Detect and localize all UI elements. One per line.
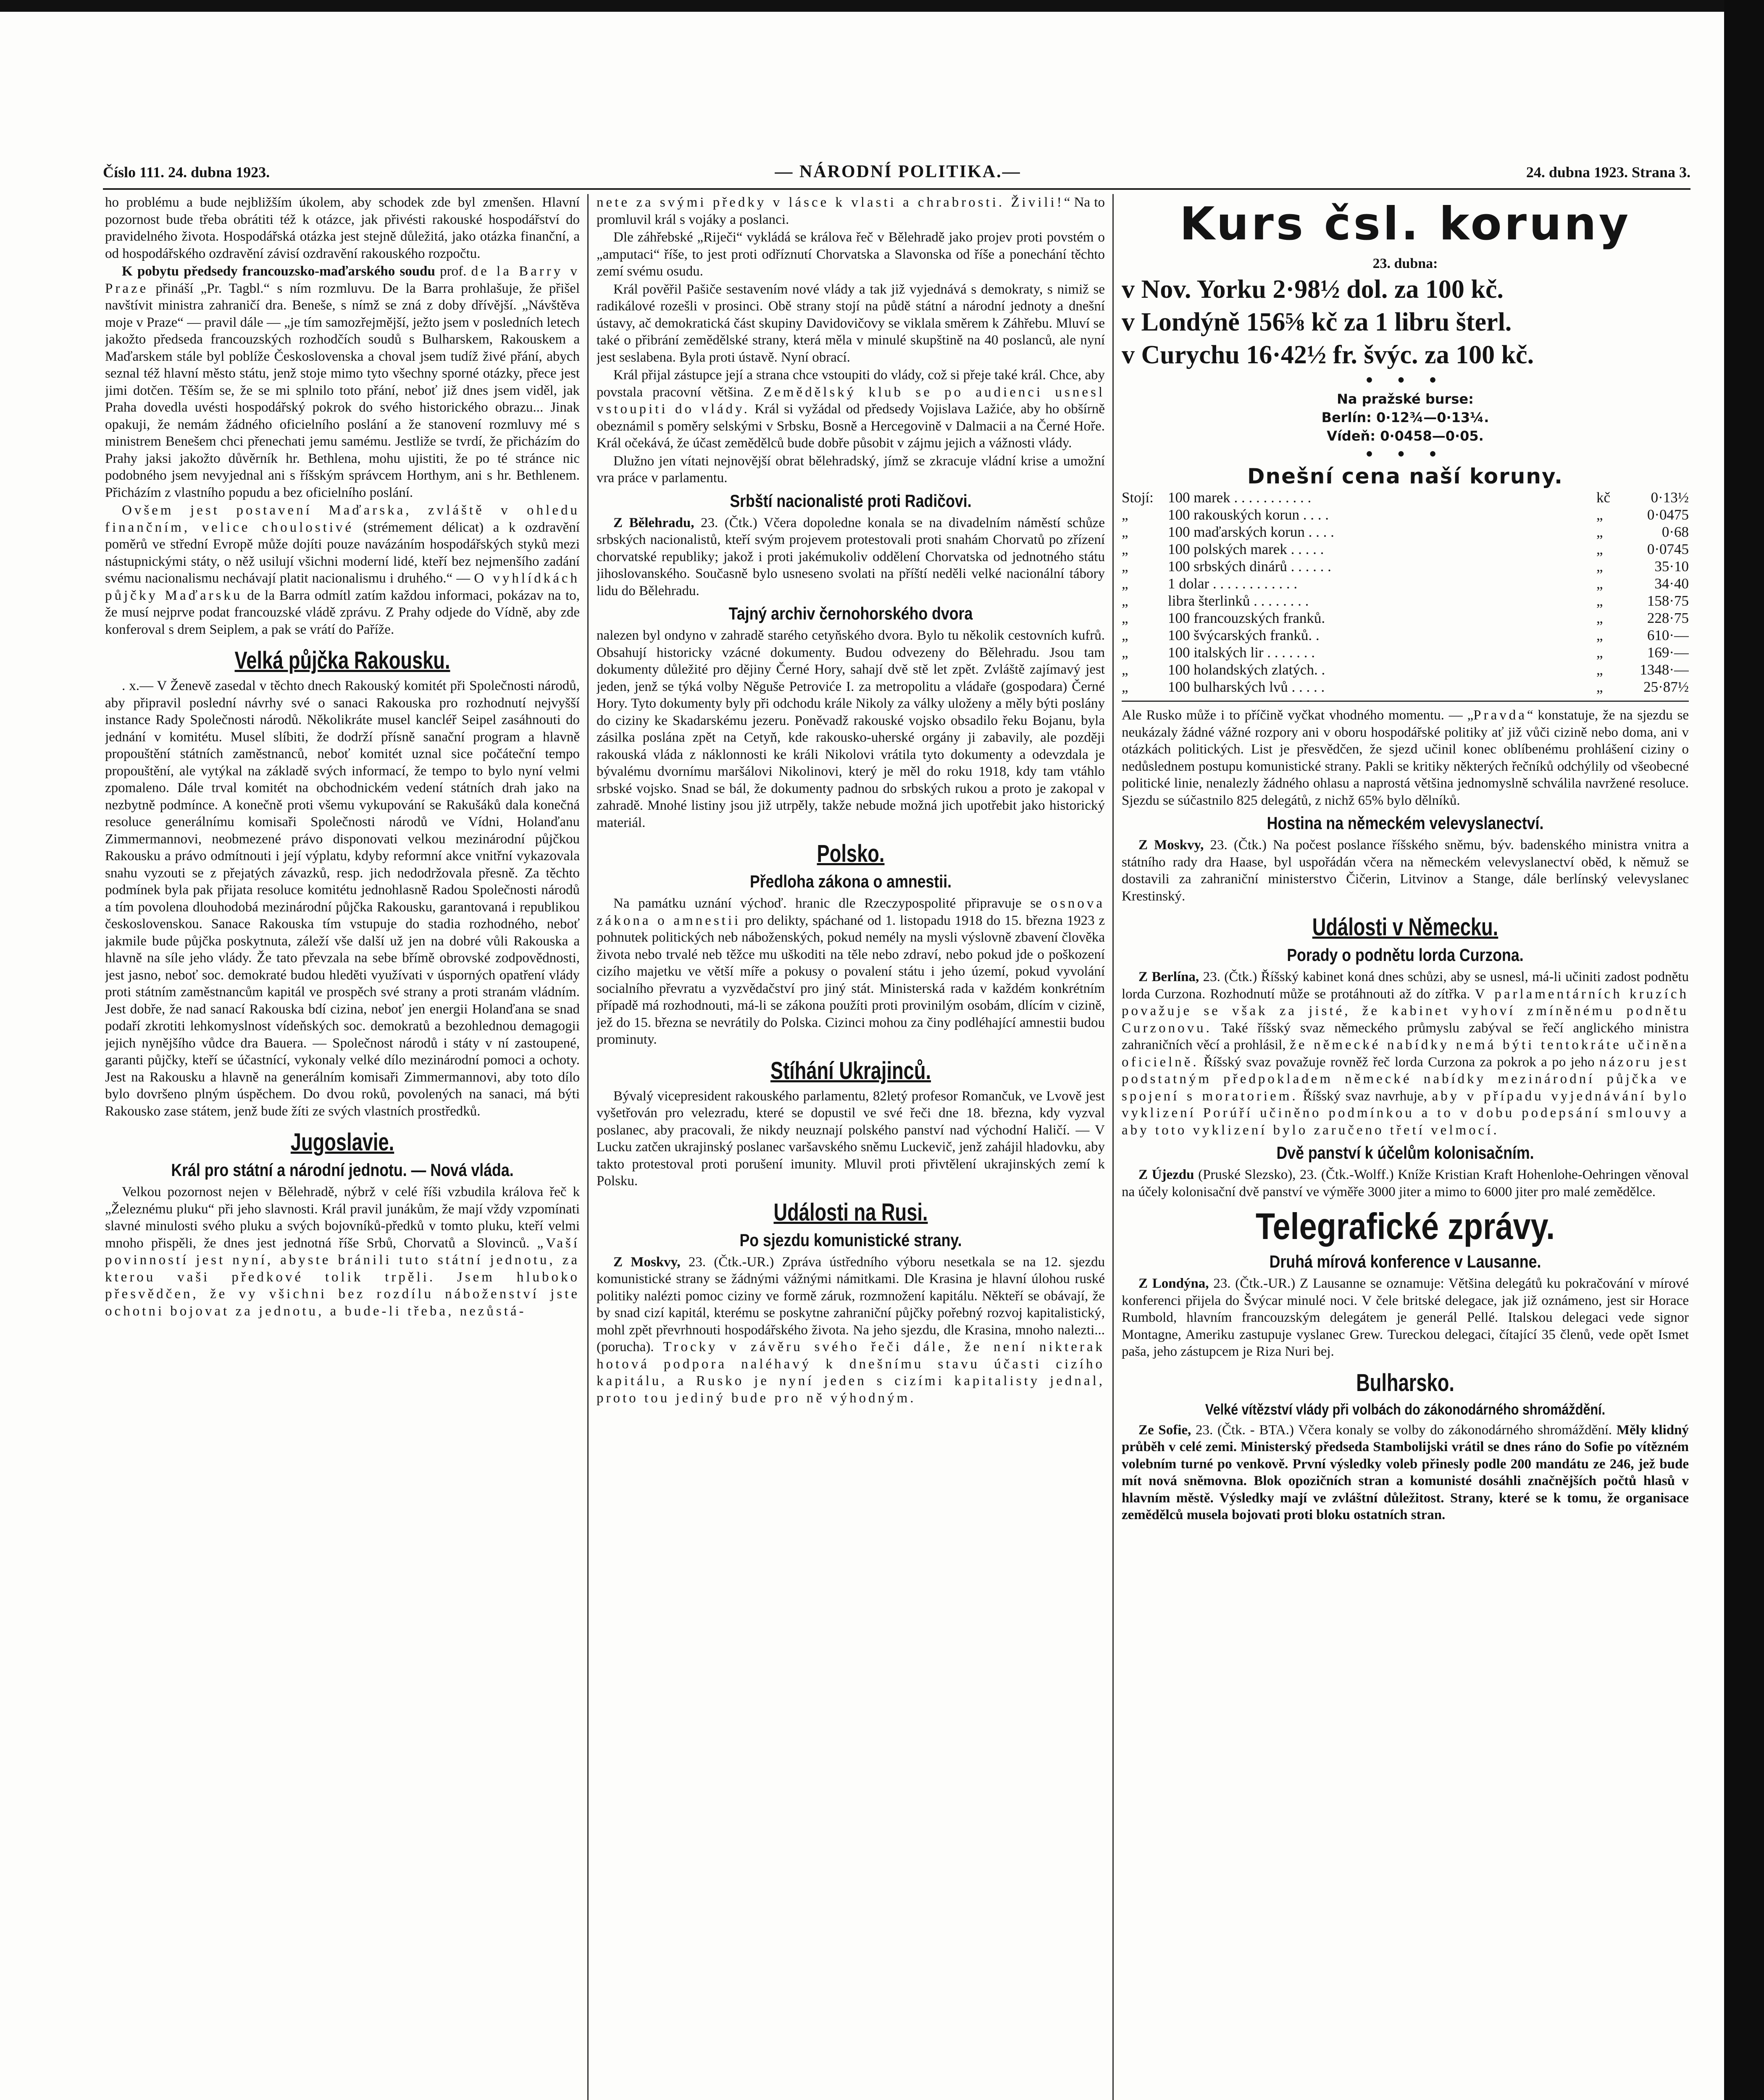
text-run: “ Na to promluvil král s vojáky a poslanci.: [597, 195, 1105, 227]
rate-val: 0·0745: [1647, 541, 1689, 557]
rate-item: 100 bulharských lvů . . . . .: [1168, 679, 1325, 695]
header-issue: Číslo 111. 24. dubna 1923.: [103, 164, 270, 181]
rate-unit: „: [1596, 610, 1603, 626]
paragraph: [1122, 969, 1689, 1139]
rate-val: 1348·—: [1640, 662, 1689, 678]
burse-title: Na pražské burse:: [1337, 391, 1474, 407]
headline-polsko: Polsko.: [817, 840, 885, 867]
text-run: 23. (Čtk. - BTA.) Včera konaly se volby do zákonodárného shromáždění.: [1191, 1422, 1617, 1438]
rate-val: 35·10: [1654, 558, 1689, 575]
rate-row: [1122, 541, 1689, 558]
text-run: Říšský svaz považuje rovněž řeč lorda Curzona za pokrok a po jeho: [1199, 1054, 1599, 1070]
dateline: Z Újezdu: [1138, 1167, 1194, 1182]
subheadline: Velké vítězství vlády při volbách do zákonodárného shromáždění.: [1205, 1400, 1606, 1418]
subheadline: Porady o podnětu lorda Curzona.: [1287, 945, 1524, 965]
rate-unit: „: [1596, 593, 1603, 609]
masthead-title: — NÁRODNÍ POLITIKA.—: [775, 162, 1021, 181]
bold-text: Měly klidný průběh v celé zemi. Ministerský předseda Stambolijski vrátil se dnes ráno do Sofie po vítězném volebním turné po venkově. První výsledky voleb přinesly podle 200 mandátu ze 246, jež bude mít nová sněmovna. Blok opozičních stran a komunisté dosáhli značnějších počtů hlasů v hlavním městě. Výsledky mají ve zvláštní důležitost. Strany, které se k tomu, že organisace zemědělců musela bojovati proti bloku ostatních stran.: [1122, 1422, 1689, 1522]
paragraph: [597, 514, 1105, 600]
rate-row: [1122, 506, 1689, 523]
spaced-text: de la Barry: [471, 264, 563, 279]
rate-item: libra šterlinků . . . . . . . .: [1168, 593, 1309, 609]
headline-pujcka: Velká půjčka Rakousku.: [234, 647, 450, 674]
text-run: Ale Rusko může i to příčině vyčkat vhodného momentu. — „: [1122, 708, 1474, 723]
rate-val: 0·13½: [1651, 489, 1689, 506]
rate-val: 25·87½: [1643, 679, 1689, 695]
spaced-text: O vyhlídkách půjčky Maďarsku: [105, 571, 580, 603]
subheadline: Po sjezdu komunistické strany.: [739, 1230, 962, 1250]
headline-telegraf: Telegrafické zprávy.: [1255, 1205, 1555, 1247]
text-run: 23. (Čtk.) Říšský kabinet koná dnes schůzi, aby se usnesl, má-li učiniti zadost podnětu lorda Curzona. Rozhodnutí může se protáhnouti až do zítřka.: [1122, 969, 1689, 1002]
column-rule-1: [587, 194, 589, 2100]
text-run: Říšský svaz navrhuje,: [1298, 1088, 1432, 1104]
rate-unit: „: [1596, 679, 1603, 695]
rate-unit: „: [1596, 644, 1603, 661]
paragraph: [105, 1184, 580, 1320]
text-run: (strémement délicat) a k ozdravění poměrů ve střední Evropě může dojíti pouze navázáním hospodářských styků mezi nástupnickými státy, o něž usilují všichni moderní lidé, kteří bez nejmenšího zadání svému nacionalismu nechávají platit nacionalismu i druhého.“ —: [105, 520, 580, 586]
currency-date: 23. dubna:: [1372, 256, 1438, 271]
header-rule: [103, 188, 1690, 190]
text-run: Také říšský svaz německého průmyslu zabýval se řečí anglického ministra zahraničních věcí a prohlásil,: [1122, 1020, 1689, 1053]
spaced-text: názoru jest podstatným předpokladem německé nabídky mezinárodní půjčka ve spojení s moratoriem.: [1122, 1054, 1689, 1104]
rate-unit: „: [1596, 627, 1603, 643]
rate-new-york: v Nov. Yorku 2·98½ dol. za 100 kč.: [1122, 275, 1504, 304]
rate-val: 228·75: [1647, 610, 1689, 626]
currency-box-title: Kurs čsl. koruny: [1179, 198, 1631, 250]
rate-item: 100 polských marek . . . . .: [1168, 541, 1324, 557]
paragraph: [105, 263, 580, 501]
column-1: [105, 194, 580, 2100]
spaced-text: že německé nabídky nemá býti tentokráte učiněna oficielně.: [1122, 1037, 1689, 1070]
paragraph: [1122, 1166, 1689, 1200]
rate-row: [1122, 489, 1689, 506]
rate-row: [1122, 678, 1689, 696]
text-run: 23. (Čtk.-UR.) Z Lausanne se oznamuje: Většina delegátů ku pokračování v mírové konferenci přijela do Švýcar minulé noci. V čele britské delegace, jak již oznámeno, jest sir Horace Rumbold, hlavním francouzským delegátem je generál Pellé. Italskou delegaci vede signor Montagne, Ameriku zastupuje vyslanec Grew. Tureckou delegaci, čítající 35 členů, vede opět Ismet paša, jeho zástupcem je Riza Nuri bej.: [1122, 1276, 1689, 1359]
dateline: Z Moskvy,: [613, 1254, 681, 1270]
spaced-text: Trocky v závěru svého řeči dále, že není nikterak hotová podpora naléhavý k dnešnímu stavu účasti cizího kapitálu, a Rusko je nyní jeden s cizími kapitalisty jednal, proto tou jediný bude pro ně výhodným.: [597, 1339, 1105, 1406]
burse-vienna: Vídeň: 0·0458—0·05.: [1327, 428, 1484, 444]
paragraph: nalezen byl ondyno v zahradě starého cetyňského dvora. Bylo tu několik cestovních kufrů. Obsahují historicky vzácné dokumenty. Budou odvezeny do Bělehradu. Jsou tam dokumenty důležité pro dějiny Černé Hory, sahají dvě stě let zpět. Zvláště zajímavý jest jeden, jenž se týká volby Něguše Petroviće I. za metropolitu a vládaře (gospodara) Černé Hory. Tyto dokumenty byly při odchodu krále Nikoly za války uloženy a měly býti poslány do ciziny ke Skadarskému jezeru. Poněvadž rakouské vojsko obsadilo řeku Bojanu, byla zásilka poslána zpět na Cetyň, kde rakousko-uherské orgány ji zabavily, ale později rakouská vláda z náklonnosti ke králi Nikolovi vrátila tyto dokumenty a odevzdala je bývalému dvornímu maršálovi Nikolinovi, který je měl do roku 1918, kdy tam vtáhlo srbské vojsko. Snad se bál, že dokumenty padnou do srbských rukou a proto je zakopal v zahradě. Mnohé listiny jsou již utrpěly, takže nebude možná jich upotřebit jako historický materiál.: [597, 628, 1105, 830]
column-3: [1122, 194, 1689, 2100]
headline-ukrajinci: Stíhání Ukrajinců.: [770, 1057, 931, 1084]
rate-item: 100 švýcarských franků. .: [1168, 627, 1320, 643]
headline-bulharsko: Bulharsko.: [1356, 1369, 1454, 1396]
headline-archiv: Tajný archiv černohorského dvora: [728, 604, 973, 623]
header-page: 24. dubna 1923. Strana 3.: [1526, 164, 1690, 181]
text-run: 23. (Čtk.-UR.) Zpráva ústředního výboru nesetkala se na 12. sjezdu komunistické strany se žádnými vážnými námitkami. Dle Krasina je hlavní úlohou ruské politiky nalézti pomoc ciziny ve formě záruk, rozmnožení kapitálu. Někteří se obávají, že by snad cizí kapitál, kterému se poskytne zahraniční půjčky pořebný rozvoj kapitalistický, mohl zpět převrhnouti hospodářského života. Na jeho sjezdu, dle Krasina, mnoho nalezti... (porucha).: [597, 1254, 1105, 1354]
koruna-price-title: Dnešní cena naší koruny.: [1247, 464, 1563, 488]
rate-item: 100 italských lir . . . . . . .: [1168, 644, 1315, 661]
rate-lab: „: [1122, 679, 1128, 695]
rate-item: 1 dolar . . . . . . . . . . . .: [1168, 575, 1298, 592]
divider: [1122, 701, 1689, 702]
text-run: přináší „Pr. Tagbl.“ s ním rozmluvu. De la Barra prohlašuje, že přišel navštívit ministra zahraničí dra. Beneše, s nímž se zná z doby dřívější. „Návštěva moje v Praze“ — pravil dále — „je tím samozřejmější, ježto jsem v posledních letech jakožto předseda francouzských rozhodčích soudů s Bulharskem, Rakouskem a Maďarskem stále byl poblíže Československa a choval jsem tudíž živé přání, abych seznal též hlavní město státu, jenž stoje mimo tyto všechny sporné otázky, přece jest jimi dotčen. Těším se, že se mi splnilo toto přání, neboť již dnes jsem viděl, jak Praha dovedla uvésti hospodářský pokrok do svého historického obrazu... Jinak opakuji, že nemám žádného oficielního poslání a že stanovení rozmluvy mé s ministrem Benešem chci přenechati jemu samému. Jestliže se tvrdí, že přicházím do Prahy jaksi jakožto důvěrník hr. Bethlena, mohu ujistiti, že po té stránce nic podobného jsem nevyjednal ani s říšským správcem Horthym, ani s hr. Bethlenem. Přicházím z vlastního popudu a bez oficielního poslání.: [105, 281, 580, 500]
scan-border-top: [0, 0, 1764, 12]
rate-row: [1122, 644, 1689, 661]
dateline: Ze Sofie,: [1138, 1422, 1191, 1438]
rate-london: v Londýně 156⅝ kč za 1 libru šterl.: [1122, 308, 1512, 336]
text-run: 23. (Čtk.) Na počest poslance říšského sněmu, býv. badenského ministra vnitra a státního rady dra Haase, byl uspořádán včera na německém velevyslanectví oběd, k němuž se dostavili za zahraniční ministerstvo Čičerin, Litvinov a Stange, dále berlínský velevyslanec Krestinský.: [1122, 837, 1689, 904]
text-run: prof.: [440, 264, 471, 279]
rate-val: 0·0475: [1647, 507, 1689, 523]
paragraph: [597, 367, 1105, 452]
rate-lab: „: [1122, 541, 1128, 557]
rate-lab: „: [1122, 627, 1128, 643]
rate-val: 158·75: [1647, 593, 1689, 609]
spaced-text: Zemědělský klub se po audienci usnesl vstoupiti do vlády.: [597, 384, 1105, 417]
paragraph: Dlužno jen vítati nejnovější obrat bělehradský, jímž se zkracuje vládní krise a umožní vra práce v parlamentu.: [597, 453, 1105, 486]
rate-row: [1122, 558, 1689, 575]
rate-item: 100 marek . . . . . . . . . . .: [1168, 489, 1312, 506]
rate-lab: „: [1122, 524, 1128, 540]
rate-unit: „: [1596, 558, 1603, 575]
rate-val: 34·40: [1654, 575, 1689, 592]
spaced-text: v Praze: [105, 264, 580, 296]
paragraph: Dle záhřebské „Riječi“ vykládá se králova řeč v Bělehradě jako projev proti povstém o „amputaci“ říše, to jest proti odříznutí Chorvatska a Slavonska od říše a ponechání těchto zemí svému osudu.: [597, 230, 1105, 279]
rate-lab: „: [1122, 507, 1128, 523]
spaced-text: osnova zákona o amnestii: [597, 896, 1105, 928]
paragraph: [1122, 1275, 1689, 1360]
rate-row: [1122, 592, 1689, 609]
rate-row: [1122, 661, 1689, 678]
rate-unit: „: [1596, 507, 1603, 523]
rate-item: 100 francouzských franků.: [1168, 610, 1325, 626]
paragraph: [597, 895, 1105, 1048]
paragraph: [597, 1254, 1105, 1407]
separator-dots: • • •: [1364, 446, 1446, 463]
rate-row: [1122, 627, 1689, 644]
subheadline: Předloha zákona o amnestii.: [749, 872, 952, 891]
rate-item: 100 srbských dinárů . . . . . .: [1168, 558, 1331, 575]
dateline: Z Bělehradu,: [613, 515, 694, 530]
rate-unit: „: [1596, 662, 1603, 678]
text-run: (Pruské Slezsko), 23. (Čtk.-Wolff.) Kníže Kristian Kraft Hohenlohe-Oehringen věnoval na účely kolonisační dvě panství ve výměře 3000 jiter a mimo to 6000 jiter pro malé zemědělce.: [1122, 1167, 1689, 1200]
spaced-text: Pravda: [1473, 708, 1527, 723]
text-run: “ konstatuje, že na sjezdu se neukázaly žádné vážné rozpory ani v oboru hospodářské politiky ať již vůči cizině nebo doma, ani v otázkách politických. List je přesvědčen, že sjezd učinil konec oblíbenému prohlášení ciziny o nedůslednem postupu komunistické strany. Pakli se kritiky některých řečníků odchýlily od všeobecné politické linie, nenalezly žádného ohlasu a naprostá většina jednomyslně schválila navržené resoluce. Sjezdu se súčastnilo 825 delegátů, z nichž 65% bylo dělníků.: [1122, 708, 1689, 808]
spaced-text: aby v případu vyjednávání bylo vyklizení Porúří učiněno podmínkou a to v dobu podepsání smlouvy a aby toto vyklizení bylo zaručeno třetí velmocí.: [1122, 1088, 1689, 1138]
paragraph: [1122, 707, 1689, 809]
rate-lab: „: [1122, 575, 1128, 592]
rate-lab: „: [1122, 558, 1128, 575]
paragraph: Král pověřil Pašiče sestavením nové vlády a tak již vyjednává s demokraty, s nimiž se radikálové rozešli v prosinci. Obě strany stojí na půdě státní a národní jednoty a dnešní ústavy, ač demokratická část skupiny Davidovičovy se viklala směrem k Záhřebu. Mluví se také o přibrání zemědělské strany, která měla v minulé skupštině na 40 poslanců, ale nyní jest seslabena. Byla proti ústavě. Nyní obrací.: [597, 281, 1105, 365]
rate-unit: „: [1596, 541, 1603, 557]
dateline: Z Moskvy,: [1138, 837, 1204, 853]
burse-berlin: Berlín: 0·12¾—0·13¼.: [1321, 410, 1489, 425]
text-run: 23. (Čtk.) Včera dopoledne konala se na divadelním náměstí schůze srbských nacionalistů, kteří svým projevem protestovali proti snahám Chorvatů po zřízení chorvatské republiky; jakož i proti jakémukoliv oddělení Chorvatska od jednotného státu jihoslovanského. Současně bylo usneseno svolati na příští neděli velké nacionální tábory lidu do Bělehradu.: [597, 515, 1105, 598]
rate-val: 0·68: [1661, 524, 1689, 540]
paragraph: [597, 194, 1105, 228]
headline-nemecko: Události v Německu.: [1312, 914, 1498, 941]
koruna-rates-table: [1122, 489, 1689, 696]
rate-row: [1122, 575, 1689, 592]
spaced-text: nete za svými předky v lásce k vlasti a chrabrosti. Živili!: [597, 195, 1064, 210]
headline-jugoslavie: Jugoslavie.: [290, 1129, 394, 1156]
headline-panstvi: Dvě panství k účelům kolonisačním.: [1276, 1143, 1534, 1163]
column-rule-2: [1112, 194, 1114, 2100]
spaced-text: V parlamentárních kruzích považuje se však za jisté, že kabinet vyhoví zmíněnému podnětu Curzonovu.: [1122, 986, 1689, 1036]
lead-text: K pobytu předsedy francouzsko-maďarského soudu: [122, 264, 435, 279]
text-run: pro delikty, spáchané od 1. listopadu 1918 do 15. března 1923 z pohnutek politických neb náboženských, pokud nemély na mysli výslovně zbavení člověka života nebo trvalé neb těžce mu uškoditi na těle nebo zdraví, nebo pokud jde o poškození cizího majetku ve větší míře a pokusy o povalení státu i jeho území, pokud vyvolání socialního převratu a vyzvědačství pro jiný stát. Ministerská rada v každém konkrétním případě má rozhodnouti, má-li se zákona použíti proti provinilým osobám, dlícím v cizině, jež do 15. března se nevrátily do Polska. Cizinci mohou za činy podléhající amnestii budou prominuty.: [597, 913, 1105, 1047]
paragraph: . x.— V Ženevě zasedal v těchto dnech Rakouský komitét při Společnosti národů, aby připravil poslední návrhy své o sanaci Rakouska pro rozhodnutí nejvyšší instance Rady Společnosti národů. Několikráte musel kancléř Seipel zasáhnouti do jednání v komitétu. Musel slíbiti, že dodrží přísně sanační program a hlavně propouštění státních zaměstnanců, neboť komitét uznal sice počáteční tempo propouštění, ale vytýkal na základě svých informací, že tempo to bylo nyní velmi zpomaleno. Dále trval komitét na obchodnickém vedení státních drah jako na nezbytně podmínce. A konečně proti všemu vykupování se Rakušáků dala konečná resoluce generálnímu komisaři Společnosti národů ve Vídni, Holanďanu Zimmermannovi, neobmezené právo disponovati velkou mezinárodní půjčkou Rakousku a právo odmítnouti i její výplatu, kdyby reformní akce vnitřní vykazovala snahu vyzouti se z přejatých závazků, resp. jich nedodržovala přesně. Za těchto podmínek byla pak přijata resoluce komitétu jednohlasně Radou Společnosti národů a tím povolena dlouhodobá mezinárodní půjčka Rakousku, garantovaná i republikou československou. Sanace Rakouska tím vstupuje do stadia rozhodného, neboť jakmile bude půjčka poskytnuta, záleží vše další už jen na dobré vůli Rakouska a hlavně na síle jeho vlády. Že tato převzala na sebe břímě obrovské zodpovědnosti, jest jasno, neboť soc. demokraté budou hleděti využívati v úsporných opatření vlády proti státním zaměstnancům kapitál ve prospěch své strany a proti stranám vládním. Jest dobře, že nad sanací Rakouska bdí cizina, neboť jen energii Holanďana se snad podaří zkrotiti lehkomyslnost vídeňských soc. demokratů a bezohlednou demagogii jejich nynějšího vůdce dra Bauera. — Společnost národů i státy v ní zastoupené, garanti půjčky, kteří se účastnící, vykonaly velké dílo mezinárodní pomoci a ochoty. Jest na Rakousku a hlavně na generálním komisaři Zimmermannovi, aby toto dílo bylo dovršeno plným úspěchem. Do dvou roků, povolených na sanaci, má býti Rakousko zase státem, jenž bude žíti ze svých vlastních prostředků.: [105, 678, 580, 1119]
rate-lab: „: [1122, 662, 1128, 678]
rate-lab: „: [1122, 610, 1128, 626]
rate-item: 100 maďarských korun . . . .: [1168, 524, 1334, 540]
spaced-text: „Vaší povinností jest nyní, abyste bránili tuto státní jednotu, za kterou vaši předkové tolik trpěli. Jsem hluboko přesvědčen, že vy všichni bez rozdílu náboženství jste ochotni bojovat za jednotu, a bude-li třeba, nezůstá-: [105, 1235, 580, 1319]
rate-item: 100 rakouských korun . . . .: [1168, 507, 1329, 523]
text-run: Král si vyžádal od předsedy Vojislava Lažiće, aby ho obšírně obeznámil s poměry selskými v Srbsku, Bosně a Hercegovině v Dalmacii a na Černé Hoře. Král očekává, že účast zemědělců bude dobře působit v zájmu jejich a vážnosti vlády.: [597, 402, 1105, 451]
rate-val: 169·—: [1647, 644, 1689, 661]
rate-lab: „: [1122, 593, 1128, 609]
column-2: [597, 194, 1105, 2100]
dateline: Z Berlína,: [1138, 969, 1199, 984]
rate-lab: „: [1122, 644, 1128, 661]
scan-border-right: [1724, 0, 1764, 2100]
rate-row: [1122, 523, 1689, 541]
paragraph: [1122, 837, 1689, 905]
rate-val: 610·—: [1647, 627, 1689, 643]
paragraph: ho problému a bude nejbližším úkolem, aby schodek zde byl zmenšen. Hlavní pozornost bude třeba obrátiti též k otázce, jak přivésti rakouské hospodářství do pravidelného života. Hospodářská otázka jest stejně důležitá, jako otázka finanční, a od hospodářského ozdravění závisí ozdravění rakouského rozpočtu.: [105, 195, 580, 261]
headline-srbsti: Srbští nacionalisté proti Radičovi.: [730, 491, 972, 511]
text-run: Král přijal zástupce její a strana chce vstoupiti do vlády, což si přeje také král. Chce, aby povstala pracovní většina.: [597, 368, 1105, 400]
dateline: Z Londýna,: [1138, 1276, 1209, 1291]
rate-unit: „: [1596, 524, 1603, 540]
headline-rus: Události na Rusi.: [773, 1198, 928, 1226]
rate-item: 100 holandských zlatých. .: [1168, 662, 1325, 678]
subheadline: Druhá mírová konference v Lausanne.: [1269, 1252, 1541, 1271]
text-run: Na památku uznání výchoď. hranic dle Rzeczypospolité připravuje se: [613, 896, 1051, 911]
separator-dots: • • •: [1364, 372, 1446, 389]
paragraph: Bývalý vicepresident rakouského parlamentu, 82letý profesor Romančuk, ve Lvově jest vyšetřován pro velezradu, které se dopustil ve své řeči dne 18. března, kdy vyzval poslanec, aby pracovali, že nikdy neuznají polského panství nad východní Haličí. — V Lucku zatčen ukrajinský poslanec varšavského sněmu Luckevič, jenž zahájil hladovku, aby takto protestoval proti porušení imunity. Mluvil proti přivtělení ukrajinských zemí k Polsku.: [597, 1088, 1105, 1189]
text-run: de la Barra odmítl zatím každou informaci, pokázav na to, že musí nejprve podat francouzské vládě zprávu. Z Prahy odjede do Vídně, aby zde konferoval s drem Seiplem, a pak se vrátí do Paříže.: [105, 588, 580, 637]
page-header: [103, 162, 1690, 185]
headline-hostina: Hostina na německém velevyslanectví.: [1267, 813, 1544, 833]
subheadline: Král pro státní a národní jednotu. — Nová vláda.: [171, 1160, 514, 1180]
text-run: Velkou pozornost nejen v Bělehradě, nýbrž v celé říši vzbudila králova řeč k „Železnému pluku“ při jeho slavnosti. Král pravil junákům, že mají vždy vzpomínati slavné minulosti svého pluku a svých bojovníků-předků v tomto pluku, kteří velmi mnoho přispěli, že dnes jest jednotná říše Srbů, Chorvatů a Slovinců.: [105, 1184, 580, 1251]
rate-row: [1122, 609, 1689, 627]
rate-unit: kč: [1596, 489, 1611, 506]
spaced-text: Ovšem jest postavení Maďarska, zvláště v ohledu finančním, velice choulostivé: [105, 503, 580, 535]
rate-unit: „: [1596, 575, 1603, 592]
paragraph: [1122, 1422, 1689, 1524]
rate-zurich: v Curychu 16·42½ fr. švýc. za 100 kč.: [1122, 341, 1534, 369]
paragraph: [105, 502, 580, 638]
rate-lab: Stojí:: [1122, 489, 1154, 506]
